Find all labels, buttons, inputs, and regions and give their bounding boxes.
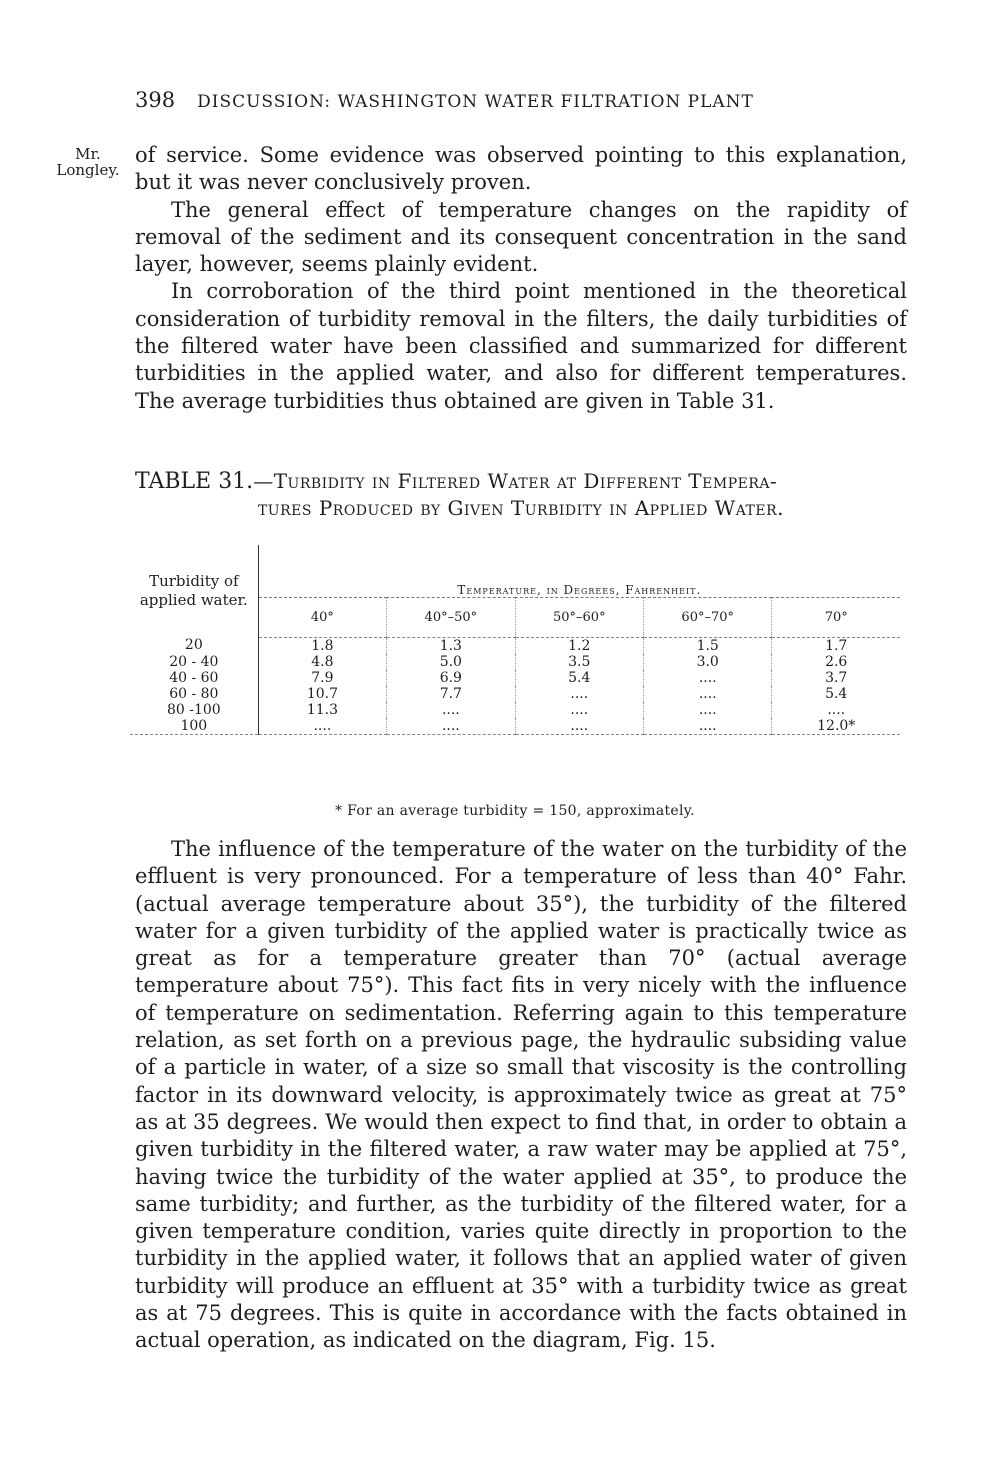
table-caption <box>135 468 907 521</box>
turbidity-table <box>130 545 900 735</box>
page-number: 398 <box>135 88 176 112</box>
paragraph-3: In corroboration of the third point mentioned in the theoretical consideration of turbidity removal in the filters, the daily turbidities of the filtered water have been classified and summarized for different turbidities in the applied water, and also for different temperatures. The average turbidities thus obtained are given in Table 31. <box>135 279 907 413</box>
row-turbidity: 100 <box>130 718 258 735</box>
table-caption-label: TABLE 31. <box>135 469 254 494</box>
table-cell: 10.7 <box>258 686 386 702</box>
table-cell: 5.4 <box>515 670 643 686</box>
table-cell: .... <box>258 718 386 735</box>
table-cell: 5.0 <box>387 654 515 670</box>
table-caption-line1: —Turbidity in Filtered Water at Different Tempera- <box>253 469 778 493</box>
table-cell: 4.8 <box>258 654 386 670</box>
column-header: 40° <box>258 597 386 637</box>
column-header: 40°–50° <box>387 597 515 637</box>
table-cell: 3.7 <box>825 669 848 686</box>
running-header <box>135 88 830 112</box>
table-cell: 6.9 <box>387 670 515 686</box>
table-cell: .... <box>644 702 772 718</box>
running-title: DISCUSSION: WASHINGTON WATER FILTRATION PLANT <box>197 92 754 112</box>
table-cell: 2.6 <box>825 653 848 670</box>
table-row <box>130 654 900 670</box>
table-row <box>130 686 900 702</box>
paragraph-2: The general effect of temperature changes on the rapidity of removal of the sediment and its consequent concentration in the sand layer, however, seems plainly evident. <box>135 197 907 277</box>
table-cell: .... <box>387 702 515 718</box>
table-row <box>130 718 900 735</box>
row-turbidity: 60 - 80 <box>130 686 258 702</box>
table-cell: 7.7 <box>387 686 515 702</box>
column-header: 60°–70° <box>644 597 772 637</box>
table-cell: .... <box>644 670 772 686</box>
table-cell: 7.9 <box>258 670 386 686</box>
table-cell: 12.0* <box>772 718 900 735</box>
body-text-bottom <box>135 836 907 1355</box>
table-cell: .... <box>515 702 643 718</box>
table-cell: 3.5 <box>515 654 643 670</box>
table-cell: 1.8 <box>258 637 386 654</box>
table-cell: 11.3 <box>258 702 386 718</box>
column-header: 70° <box>772 597 900 637</box>
table-caption-line2: tures Produced by Given Turbidity in Applied Water. <box>257 496 785 520</box>
margin-note-line1: Mr. <box>75 145 101 163</box>
table-cell: 1.3 <box>387 637 515 654</box>
table-cell: .... <box>387 718 515 735</box>
table-row <box>130 637 900 654</box>
turbidity-table-container <box>130 545 910 810</box>
table-cell: 1.7 <box>825 637 848 654</box>
table-cell: .... <box>515 718 643 735</box>
row-turbidity: 40 - 60 <box>130 670 258 686</box>
row-turbidity: 80 -100 <box>130 702 258 718</box>
table-footnote: * For an average turbidity = 150, approximately. <box>335 803 695 819</box>
table-row <box>130 670 900 686</box>
row-turbidity: 20 <box>130 637 258 654</box>
column-header: 50°–60° <box>515 597 643 637</box>
table-cell: 1.5 <box>644 637 772 654</box>
body-text-top <box>135 142 907 415</box>
table-cell: 1.2 <box>515 637 643 654</box>
table-cell: 5.4 <box>825 685 848 702</box>
table-row <box>130 702 900 718</box>
row-turbidity: 20 - 40 <box>130 654 258 670</box>
table-cell: .... <box>515 686 643 702</box>
paragraph-1: of service. Some evidence was observed pointing to this explanation, but it was never conclusively proven. <box>135 143 907 195</box>
table-header-row <box>130 545 900 597</box>
table-cell: .... <box>827 701 846 718</box>
margin-note <box>48 146 128 178</box>
table-cell: .... <box>644 686 772 702</box>
table-cell: .... <box>644 718 772 735</box>
table-cell: 3.0 <box>644 654 772 670</box>
margin-note-line2: Longley. <box>56 161 120 179</box>
spanner-header: Temperature, in Degrees, Fahrenheit. <box>258 545 900 597</box>
stub-header: Turbidity of applied water. <box>130 545 258 637</box>
paragraph-4: The influence of the temperature of the water on the turbidity of the effluent is very pronounced. For a temperature of less than 40° Fahr. (actual average temperature about 35°), the turbidity of the filtered water for a given turbidity of the applied water is practically twice as great as for a temperature greater than 70° (actual average temperature about 75°). This fact fits in very nicely with the influence of temperature on sedimentation. Referring again to this temperature relation, as set forth on a previous page, the hydraulic subsiding value of a particle in water, of a size so small that viscosity is the controlling factor in its downward velocity, is approximately twice as great at 75° as at 35 degrees. We would then expect to find that, in order to obtain a given turbidity in the filtered water, a raw water may be applied at 75°, having twice the turbidity of the water applied at 35°, to produce the same turbidity; and further, as the turbidity of the filtered water, for a given temperature condition, varies quite directly in proportion to the turbidity in the applied water, it follows that an applied water of given turbidity will produce an effluent at 35° with a turbidity twice as great as at 75 degrees. This is quite in accordance with the facts obtained in actual operation, as indicated on the diagram, Fig. 15. <box>135 837 907 1353</box>
